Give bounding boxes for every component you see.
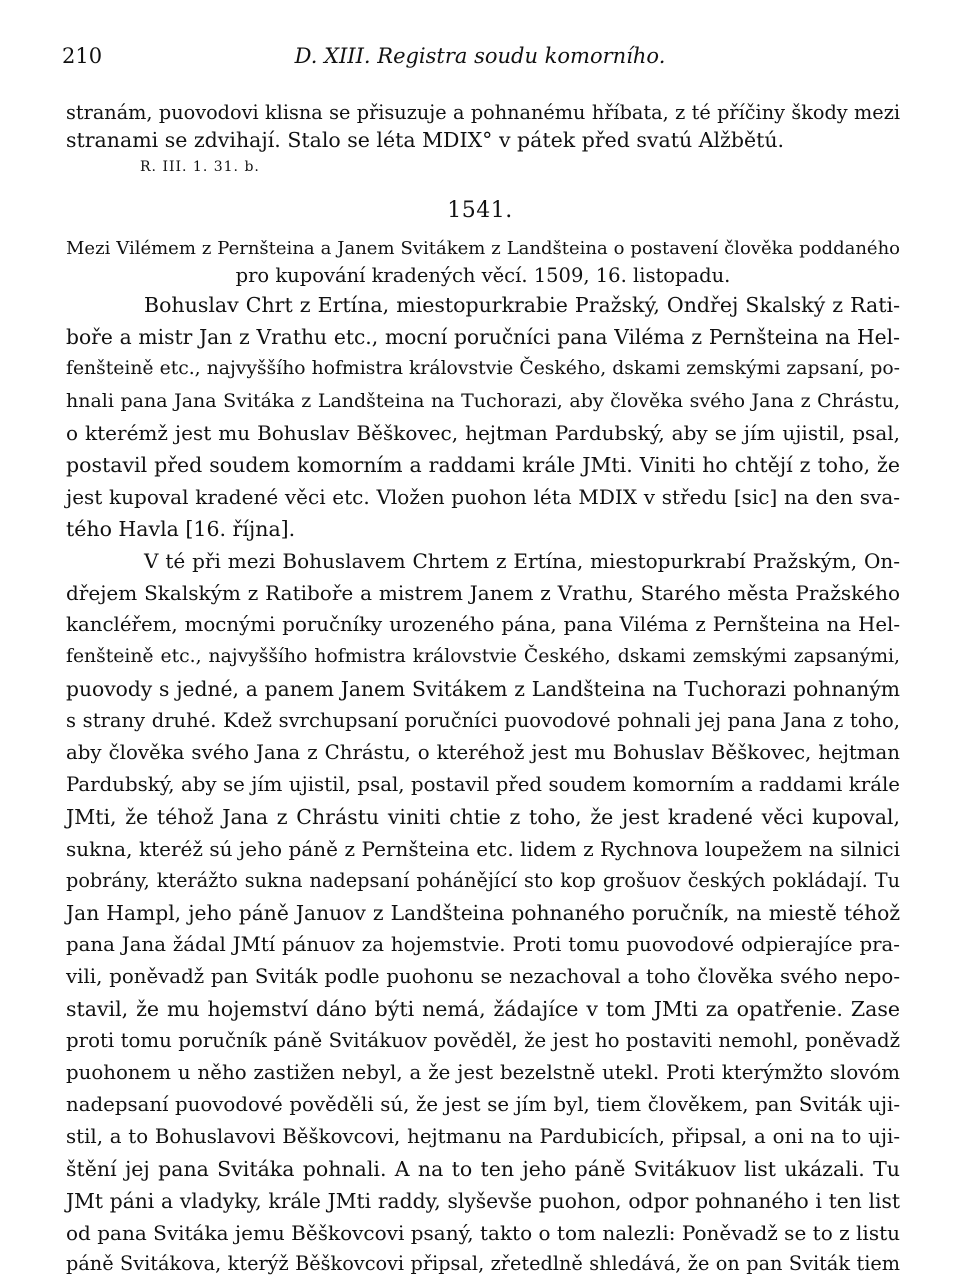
summary-line: pro kupování kradených věcí. 1509, 16. listopadu. — [235, 264, 731, 287]
entry-year: 1541. — [447, 198, 513, 223]
text-line: dřejem Skalským z Ratibořе a mistrem Janem z Vrathu, Starého města Pražského — [66, 581, 900, 605]
text-line: aby člověka svého Jana z Chrástu, o kteréhož jest mu Bohuslav Běškovec, hejtman — [66, 741, 900, 764]
text-line: kancléřem, mocnými poručníky urozeného pána, pana Viléma z Pernšteina na Hel- — [66, 613, 900, 636]
running-head: D. XIII. Registra soudu komorního. — [294, 44, 666, 68]
text-line: od pana Svitáka jemu Běškovcovi psaný, takto o tom nalezli: Poněvadž se to z listu — [66, 1221, 900, 1245]
text-line: proti tomu poručník páně Svitákuov pověděl, že jest ho postaviti nemohl, poněvadž — [66, 1029, 900, 1052]
text-line: hnali pana Jana Svitáka z Landšteina na Tuchorazi, aby člověka svého Jana z Chrástu, — [66, 390, 900, 412]
text-line: vili, poněvadž pan Sviták podle puohonu se nezachoval a toho člověka svého nepo- — [66, 965, 900, 988]
text-line: stil, a to Bohuslavovi Běškovcovi, hejtmanu na Pardubicích, připsal, a oni na to uji- — [66, 1125, 900, 1148]
text-line: JMt páni a vladyky, krále JMti raddy, slyševše puohon, odpor pohnaného i ten list — [66, 1189, 900, 1213]
text-line: s strany druhé. Kdež svrchupsaní poručníci puovodové pohnali jej pana Jana z toho, — [66, 709, 900, 732]
text-line: pobrány, kterážto sukna nadepsaní pohánějící sto kop grošuov českých pokládají. Tu — [66, 869, 900, 892]
text-line: štění jej pana Svitáka pohnali. A na to ten jeho páně Svitákuov list ukázali. Tu — [66, 1157, 900, 1181]
text-line: V té při mezi Bohuslavem Chrtem z Ertína, miestopurkrabí Pražským, On- — [144, 549, 900, 573]
text-line: nadepsaní puovodové pověděli sú, že jest se jím byl, tiem člověkem, pan Sviták uji- — [66, 1093, 900, 1116]
text-line: o kterémž jest mu Bohuslav Běškovec, hejtman Pardubský, aby se jím ujistil, psal, — [66, 421, 900, 445]
text-line: Bohuslav Chrt z Ertína, miestopurkrabie Pražský, Ondřej Skalský z Rati- — [144, 293, 900, 317]
text-line: stranami se zdvihají. Stalo se léta MDIX° v pátek před svatú Alžbětú. — [66, 128, 785, 152]
archive-signature: R. III. 1. 31. b. — [140, 159, 260, 175]
text-line: puovody s jedné, a panem Janem Svitákem z Landšteina na Tuchorazi pohnaným — [66, 677, 900, 701]
text-line: fenšteině etc., najvyššího hofmistra královstvie Českého, dskami zemskými zapsaní, po- — [66, 358, 900, 379]
text-line: Pardubský, aby se jím ujistil, psal, postavil před soudem komorním a raddami krále — [66, 773, 900, 796]
text-line: tého Havla [16. října]. — [66, 517, 296, 541]
text-line: páně Svitákova, kterýž Běškovcovi připsal, zřetedlně shledává, že on pan Sviták tiem — [66, 1252, 900, 1275]
text-line: fenšteině etc., najvyššího hofmistra královstvie Českého, dskami zemskými zapsanými, — [66, 646, 900, 667]
text-line: boře a mistr Jan z Vrathu etc., mocní poručníci pana Viléma z Pernšteina na Hel- — [66, 325, 900, 349]
text-line: postavil před soudem komorním a raddami krále JMti. Viniti ho chtějí z toho, že — [66, 453, 900, 477]
text-line: stranám, puovodovi klisna se přisuzuje a pohnanému hříbata, z té příčiny škody mezi — [66, 101, 900, 124]
text-line: jest kupoval kradené věci etc. Vložen puohon léta MDIX v středu [sic] na den sva- — [66, 485, 900, 509]
text-line: pana Jana žádal JMtí pánuov za hojemstvie. Proti tomu puovodové odpierajíce pra- — [66, 933, 900, 956]
text-line: Jan Hampl, jeho páně Januov z Landšteina pohnaného poručník, na miestě téhož — [66, 901, 900, 925]
text-line: sukna, kteréž sú jeho páně z Pernšteina etc. lidem z Rychnova loupežem na silnici — [66, 837, 900, 861]
summary-line: Mezi Vilémem z Pernšteina a Janem Svitákem z Landšteina o postavení člověka poddaného — [66, 238, 900, 259]
page-header — [62, 44, 898, 74]
text-line: JMti, že téhož Jana z Chrástu viniti chtie z toho, že jest kradené věci kupoval, — [66, 805, 900, 829]
text-line: puohonem u něho zastižen nebyl, a že jest bezelstně utekl. Proti kterýmžto slovóm — [66, 1061, 900, 1084]
page-number: 210 — [62, 44, 103, 68]
text-line: stavil, že mu hojemství dáno býti nemá, žádajíce v tom JMti za opatřenie. Zase — [66, 997, 900, 1021]
